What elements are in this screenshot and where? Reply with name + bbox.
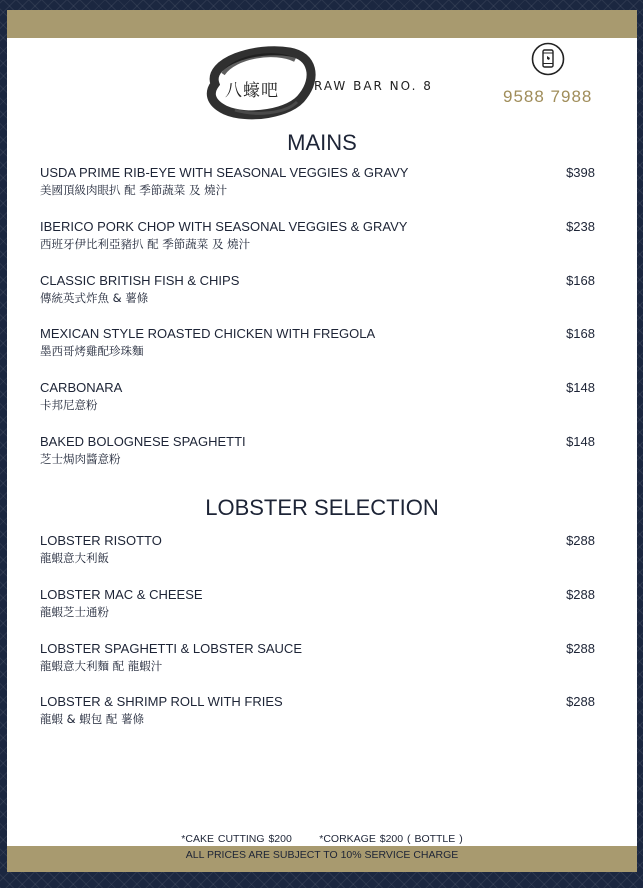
logo bbox=[195, 44, 455, 122]
item-name: USDA PRIME RIB-EYE WITH SEASONAL VEGGIES & GRAVY bbox=[40, 165, 409, 180]
item-name: LOBSTER & SHRIMP ROLL WITH FRIES bbox=[40, 694, 283, 709]
item-name-chinese: 龍蝦意大利麵 配 龍蝦汁 bbox=[40, 659, 163, 673]
section-title-lobster: LOBSTER SELECTION bbox=[205, 495, 439, 520]
item-name-chinese: 墨西哥烤雞配珍珠麵 bbox=[40, 344, 144, 358]
item-name: LOBSTER RISOTTO bbox=[40, 533, 162, 548]
item-name-chinese: 西班牙伊比利亞豬扒 配 季節蔬菜 及 燒汁 bbox=[40, 237, 251, 251]
footer-note: *CAKE CUTTING $200 *CORKAGE $200 ( BOTTLE ) bbox=[181, 833, 463, 845]
item-price: $288 bbox=[566, 587, 595, 602]
item-price: $288 bbox=[566, 694, 595, 709]
item-name: CARBONARA bbox=[40, 380, 123, 395]
top-gold-band bbox=[7, 10, 637, 38]
menu-item bbox=[40, 164, 595, 199]
item-price: $238 bbox=[566, 219, 595, 234]
item-price: $168 bbox=[566, 326, 595, 341]
menu-item bbox=[40, 433, 595, 468]
item-name-chinese: 龍蝦芝士通粉 bbox=[40, 605, 109, 619]
item-name: BAKED BOLOGNESE SPAGHETTI bbox=[40, 434, 246, 449]
menu-item bbox=[40, 640, 595, 675]
item-name: LOBSTER MAC & CHEESE bbox=[40, 587, 203, 602]
item-price: $288 bbox=[566, 533, 595, 548]
item-name: MEXICAN STYLE ROASTED CHICKEN WITH FREGOLA bbox=[40, 326, 376, 341]
phone-number: 9588 7988 bbox=[503, 87, 593, 106]
menu-item bbox=[40, 272, 595, 307]
item-name: LOBSTER SPAGHETTI & LOBSTER SAUCE bbox=[40, 641, 302, 656]
logo-english-name: RAW BAR NO. 8 bbox=[314, 79, 433, 93]
menu-item bbox=[40, 379, 595, 414]
item-name: IBERICO PORK CHOP WITH SEASONAL VEGGIES & GRAVY bbox=[40, 219, 408, 234]
service-charge-note: ALL PRICES ARE SUBJECT TO 10% SERVICE CHARGE bbox=[185, 849, 459, 861]
item-price: $148 bbox=[566, 380, 595, 395]
item-name-chinese: 芝士焗肉醬意粉 bbox=[40, 452, 121, 466]
smartphone-icon bbox=[531, 42, 565, 76]
item-price: $398 bbox=[566, 165, 595, 180]
item-price: $168 bbox=[566, 273, 595, 288]
menu-item bbox=[40, 532, 595, 567]
menu-item bbox=[40, 586, 595, 621]
bottom-gold-band bbox=[7, 846, 637, 872]
menu-page bbox=[7, 38, 637, 846]
item-name-chinese: 卡邦尼意粉 bbox=[40, 398, 98, 412]
item-name-chinese: 傳統英式炸魚 & 薯條 bbox=[40, 291, 149, 305]
item-name-chinese: 龍蝦意大利飯 bbox=[40, 551, 109, 565]
section-title-mains: MAINS bbox=[287, 130, 357, 155]
item-name-chinese: 龍蝦 & 蝦包 配 薯條 bbox=[40, 712, 145, 726]
menu-item bbox=[40, 693, 595, 728]
item-name-chinese: 美國頂級肉眼扒 配 季節蔬菜 及 燒汁 bbox=[40, 183, 228, 197]
logo-chinese-name: 八蠔吧 bbox=[225, 81, 279, 101]
menu-item bbox=[40, 325, 595, 360]
item-name: CLASSIC BRITISH FISH & CHIPS bbox=[40, 273, 240, 288]
menu-item bbox=[40, 218, 595, 253]
item-price: $148 bbox=[566, 434, 595, 449]
item-price: $288 bbox=[566, 641, 595, 656]
